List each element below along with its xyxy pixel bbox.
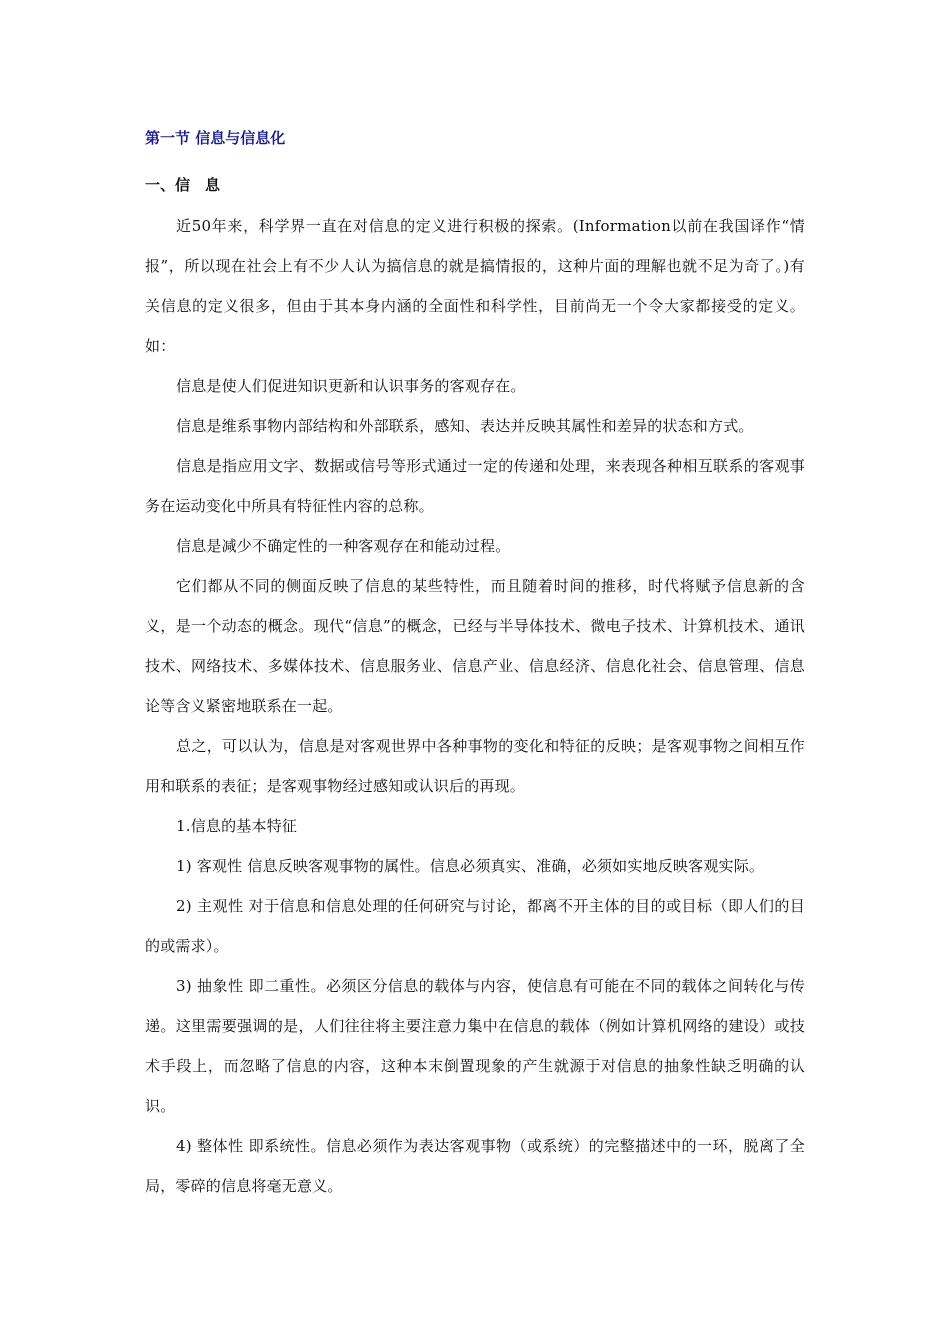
paragraph-dynamic-concept: 它们都从不同的侧面反映了信息的某些特性，而且随着时间的推移，时代将赋予信息新的含义，是一个动态的概念。现代“信息”的概念，已经与半导体技术、微电子技术、计算机技术、通讯技术、网络技术、多媒体技术、信息服务业、信息产业、信息经济、信息化社会、信息管理、信息论等含义紧密地联系在一起。 bbox=[145, 577, 805, 715]
subheading-information: 一、信 息 bbox=[145, 176, 221, 194]
paragraph-definition-2: 信息是维系事物内部结构和外部联系，感知、表达并反映其属性和差异的状态和方式。 bbox=[176, 417, 754, 435]
section-title: 第一节 信息与信息化 bbox=[145, 129, 286, 147]
paragraph-definition-3: 信息是指应用文字、数据或信号等形式通过一定的传递和处理，来表现各种相互联系的客观事务在运动变化中所具有特征性内容的总称。 bbox=[145, 457, 805, 515]
paragraph-definition-1: 信息是使人们促进知识更新和认识事务的客观存在。 bbox=[176, 377, 526, 395]
list-item-objectivity: 1) 客观性 信息反映客观事物的属性。信息必须真实、准确，必须如实地反映客观实际。 bbox=[176, 857, 765, 875]
paragraph-summary: 总之，可以认为，信息是对客观世界中各种事物的变化和特征的反映；是客观事物之间相互作用和联系的表征；是客观事物经过感知或认识后的再现。 bbox=[145, 737, 805, 795]
list-heading-basic-features: 1.信息的基本特征 bbox=[176, 817, 298, 835]
list-item-abstraction: 3) 抽象性 即二重性。必须区分信息的载体与内容，使信息有可能在不同的载体之间转化与传递。这里需要强调的是，人们往往将主要注意力集中在信息的载体（例如计算机网络的建设）或技术手段上，而忽略了信息的内容，这种本末倒置现象的产生就源于对信息的抽象性缺乏明确的认识。 bbox=[145, 977, 805, 1115]
paragraph-definition-4: 信息是减少不确定性的一种客观存在和能动过程。 bbox=[176, 537, 511, 555]
body-text bbox=[145, 206, 805, 1206]
list-item-integrity: 4) 整体性 即系统性。信息必须作为表达客观事物（或系统）的完整描述中的一环，脱离了全局，零碎的信息将毫无意义。 bbox=[145, 1137, 805, 1195]
list-item-subjectivity: 2) 主观性 对于信息和信息处理的任何研究与讨论，都离不开主体的目的或目标（即人们的目的或需求）。 bbox=[145, 897, 805, 955]
paragraph-intro: 近50年来，科学界一直在对信息的定义进行积极的探索。(Information以前在我国译作“情报”，所以现在社会上有不少人认为搞信息的就是搞情报的，这种片面的理解也就不足为奇了。)有关信息的定义很多，但由于其本身内涵的全面性和科学性，目前尚无一个令大家都接受的定义。如： bbox=[145, 217, 805, 355]
